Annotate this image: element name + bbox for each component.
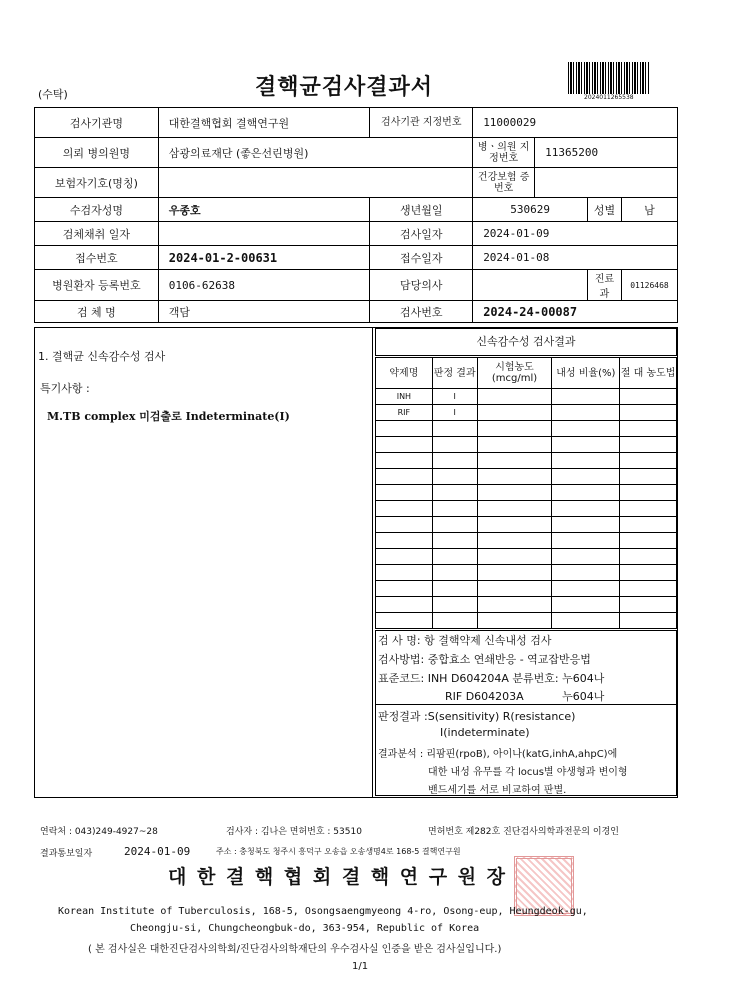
specimen-value: 객담 <box>158 301 370 323</box>
certification-note: ( 본 검사실은 대한진단검사의학회/진단검사의학재단의 우수검사실 인증을 받은 검사실입니다.) <box>88 944 502 955</box>
dob-value: 530629 <box>473 198 588 222</box>
method-divider <box>376 704 676 705</box>
empty-cell <box>620 437 677 453</box>
empty-cell <box>620 421 677 437</box>
table-row-empty <box>376 485 677 501</box>
empty-cell <box>376 533 433 549</box>
method-analysis3: 밴드세기를 서로 비교하여 판별. <box>428 785 567 796</box>
table-row-empty <box>376 597 677 613</box>
table-row-empty <box>376 549 677 565</box>
req-value: 삼광의료재단 (좋은선린병원) <box>158 138 472 168</box>
drug-name: INH <box>376 389 433 405</box>
col-abs: 절 대 농도법 <box>620 358 677 389</box>
method-judge1: 판정결과 :S(sensitivity) R(resistance) <box>378 710 576 723</box>
empty-cell <box>477 469 552 485</box>
test-no-label: 검사번호 <box>370 301 473 323</box>
special-note: M.TB complex 미검출로 Indeterminate(I) <box>47 410 290 423</box>
test-item: 1. 결핵균 신속감수성 검사 <box>38 350 166 363</box>
empty-cell <box>432 437 477 453</box>
empty-cell <box>552 549 620 565</box>
test-date-label: 검사일자 <box>370 222 473 246</box>
empty-cell <box>477 517 552 533</box>
dept-value: 01126468 <box>621 270 677 301</box>
empty-cell <box>552 421 620 437</box>
empty-cell <box>552 613 620 629</box>
empty-cell <box>376 501 433 517</box>
empty-cell <box>376 517 433 533</box>
empty-cell <box>477 597 552 613</box>
empty-cell <box>432 453 477 469</box>
table-row-empty <box>376 517 677 533</box>
table-row <box>376 405 677 421</box>
empty-cell <box>552 501 620 517</box>
col-conc: 시험농도 (mcg/ml) <box>477 358 552 389</box>
organization-name: 대 한 결 핵 협 회 결 핵 연 구 원 장 <box>168 866 508 888</box>
table-row <box>376 389 677 405</box>
receipt-no-label: 접수번호 <box>35 246 159 270</box>
inst-no-value: 11000029 <box>473 108 678 138</box>
address-en-1: Korean Institute of Tuberculosis, 168-5, Osongsaengmyeong 4-ro, Osong-eup, Heungdeok-gu, <box>58 906 588 917</box>
patient-value: 우종호 <box>158 198 370 222</box>
empty-cell <box>552 437 620 453</box>
table-row-empty <box>376 421 677 437</box>
empty-cell <box>432 421 477 437</box>
results-table <box>375 357 677 629</box>
req-no-label: 병ㆍ의원 지정번호 <box>473 138 535 168</box>
empty-cell <box>620 485 677 501</box>
method-analysis1: 결과분석 : 리팜핀(rpoB), 아이나(katG,inhA,ahpC)에 <box>378 749 618 760</box>
receipt-date-label: 접수일자 <box>370 246 473 270</box>
sex-value: 남 <box>621 198 677 222</box>
empty-cell <box>552 485 620 501</box>
empty-cell <box>477 437 552 453</box>
doctor-value <box>473 270 588 301</box>
empty-cell <box>376 453 433 469</box>
inst-label: 검사기관명 <box>35 108 159 138</box>
empty-cell <box>432 469 477 485</box>
page-number: 1/1 <box>352 961 369 972</box>
empty-cell <box>477 549 552 565</box>
table-row-empty <box>376 453 677 469</box>
drug-name: RIF <box>376 405 433 421</box>
method-judge2: I(indeterminate) <box>440 726 530 739</box>
empty-cell <box>477 421 552 437</box>
barcode-text: 2024011265538 <box>584 94 634 101</box>
receipt-no-value: 2024-01-2-00631 <box>158 246 370 270</box>
collect-label: 검체채취 일자 <box>35 222 159 246</box>
hosp-reg-label: 병원환자 등록번호 <box>35 270 159 301</box>
inst-no-label: 검사기관 지정번호 <box>370 108 473 138</box>
empty-cell <box>432 613 477 629</box>
empty-cell <box>620 549 677 565</box>
empty-cell <box>432 517 477 533</box>
empty-cell <box>432 533 477 549</box>
method-name: 검 사 명: 항 결핵약제 신속내성 검사 <box>378 634 552 647</box>
empty-cell <box>552 453 620 469</box>
suthak-label: (수탁) <box>38 88 68 101</box>
method-code1: 표준코드: INH D604204A 분류번호: 누604나 <box>378 672 605 685</box>
table-row-empty <box>376 613 677 629</box>
doctor-label: 담당의사 <box>370 270 473 301</box>
report-date-label: 결과통보일자 <box>40 849 93 859</box>
health-no-value <box>535 168 678 198</box>
empty-cell <box>552 469 620 485</box>
empty-cell <box>477 581 552 597</box>
empty-cell <box>376 581 433 597</box>
empty-cell <box>477 565 552 581</box>
empty-cell <box>376 597 433 613</box>
empty-cell <box>432 485 477 501</box>
specimen-label: 검 체 명 <box>35 301 159 323</box>
specialist: 면허번호 제282호 진단검사의학과전문의 이경인 <box>428 827 619 837</box>
patient-label: 수검자성명 <box>35 198 159 222</box>
req-no-value: 11365200 <box>535 138 678 168</box>
empty-cell <box>432 549 477 565</box>
table-row-empty <box>376 565 677 581</box>
empty-cell <box>620 597 677 613</box>
table-row-empty <box>376 533 677 549</box>
empty-cell <box>376 469 433 485</box>
empty-cell <box>620 453 677 469</box>
report-date: 2024-01-09 <box>124 845 191 858</box>
empty-cell <box>432 581 477 597</box>
empty-cell <box>477 613 552 629</box>
col-drug: 약제명 <box>376 358 433 389</box>
method-method: 검사방법: 중합효소 연쇄반응 - 역교잡반응법 <box>378 653 591 666</box>
sex-label: 성별 <box>588 198 622 222</box>
empty-cell <box>552 533 620 549</box>
method-analysis2: 대한 내성 유무를 각 locus별 야생형과 변이형 <box>428 767 628 778</box>
col-ratio: 내성 비율(%) <box>552 358 620 389</box>
judge-result: I <box>432 405 477 421</box>
collect-value <box>158 222 370 246</box>
special-label: 특기사항 : <box>40 382 90 395</box>
results-title: 신속감수성 검사결과 <box>375 328 677 356</box>
insurer-value <box>158 168 472 198</box>
empty-cell <box>620 469 677 485</box>
table-row-empty <box>376 501 677 517</box>
insurer-label: 보험자기호(명칭) <box>35 168 159 198</box>
table-row-empty <box>376 581 677 597</box>
hosp-reg-value: 0106-62638 <box>158 270 370 301</box>
contact: 연락처 : 043)249-4927~28 <box>40 827 158 837</box>
empty-cell <box>620 533 677 549</box>
dept-label: 진료과 <box>588 270 622 301</box>
empty-cell <box>376 613 433 629</box>
judge-result: I <box>432 389 477 405</box>
empty-cell <box>376 485 433 501</box>
empty-cell <box>620 565 677 581</box>
document-title: 결핵균검사결과서 <box>255 74 434 100</box>
empty-cell <box>552 517 620 533</box>
empty-cell <box>477 501 552 517</box>
barcode-image <box>568 62 650 94</box>
empty-cell <box>376 565 433 581</box>
examiner: 검사자 : 김나은 면허번호 : 53510 <box>226 827 362 837</box>
empty-cell <box>376 421 433 437</box>
empty-cell <box>477 485 552 501</box>
address-en-2: Cheongju-si, Chungcheongbuk-do, 363-954, Republic of Korea <box>130 923 480 934</box>
empty-cell <box>477 533 552 549</box>
inst-value: 대한결핵협회 결핵연구원 <box>158 108 370 138</box>
empty-cell <box>620 501 677 517</box>
receipt-date-value: 2024-01-08 <box>473 246 678 270</box>
test-date-value: 2024-01-09 <box>473 222 678 246</box>
test-no-value: 2024-24-00087 <box>473 301 678 323</box>
empty-cell <box>477 453 552 469</box>
empty-cell <box>376 437 433 453</box>
health-no-label: 건강보험 증번호 <box>473 168 535 198</box>
empty-cell <box>552 581 620 597</box>
dob-label: 생년월일 <box>370 198 473 222</box>
col-judge: 판정 결과 <box>432 358 477 389</box>
method-code2: RIF D604203A 누604나 <box>445 690 605 703</box>
address-kr: 주소 : 충청북도 청주시 흥덕구 오송읍 오송생명4로 168-5 결핵연구원 <box>216 847 461 856</box>
empty-cell <box>620 581 677 597</box>
empty-cell <box>432 565 477 581</box>
empty-cell <box>432 501 477 517</box>
empty-cell <box>620 517 677 533</box>
empty-cell <box>432 597 477 613</box>
table-row-empty <box>376 469 677 485</box>
info-table <box>34 107 678 323</box>
req-label: 의뢰 병의원명 <box>35 138 159 168</box>
empty-cell <box>620 613 677 629</box>
empty-cell <box>552 565 620 581</box>
body-divider <box>372 327 373 798</box>
empty-cell <box>376 549 433 565</box>
empty-cell <box>552 597 620 613</box>
table-row-empty <box>376 437 677 453</box>
